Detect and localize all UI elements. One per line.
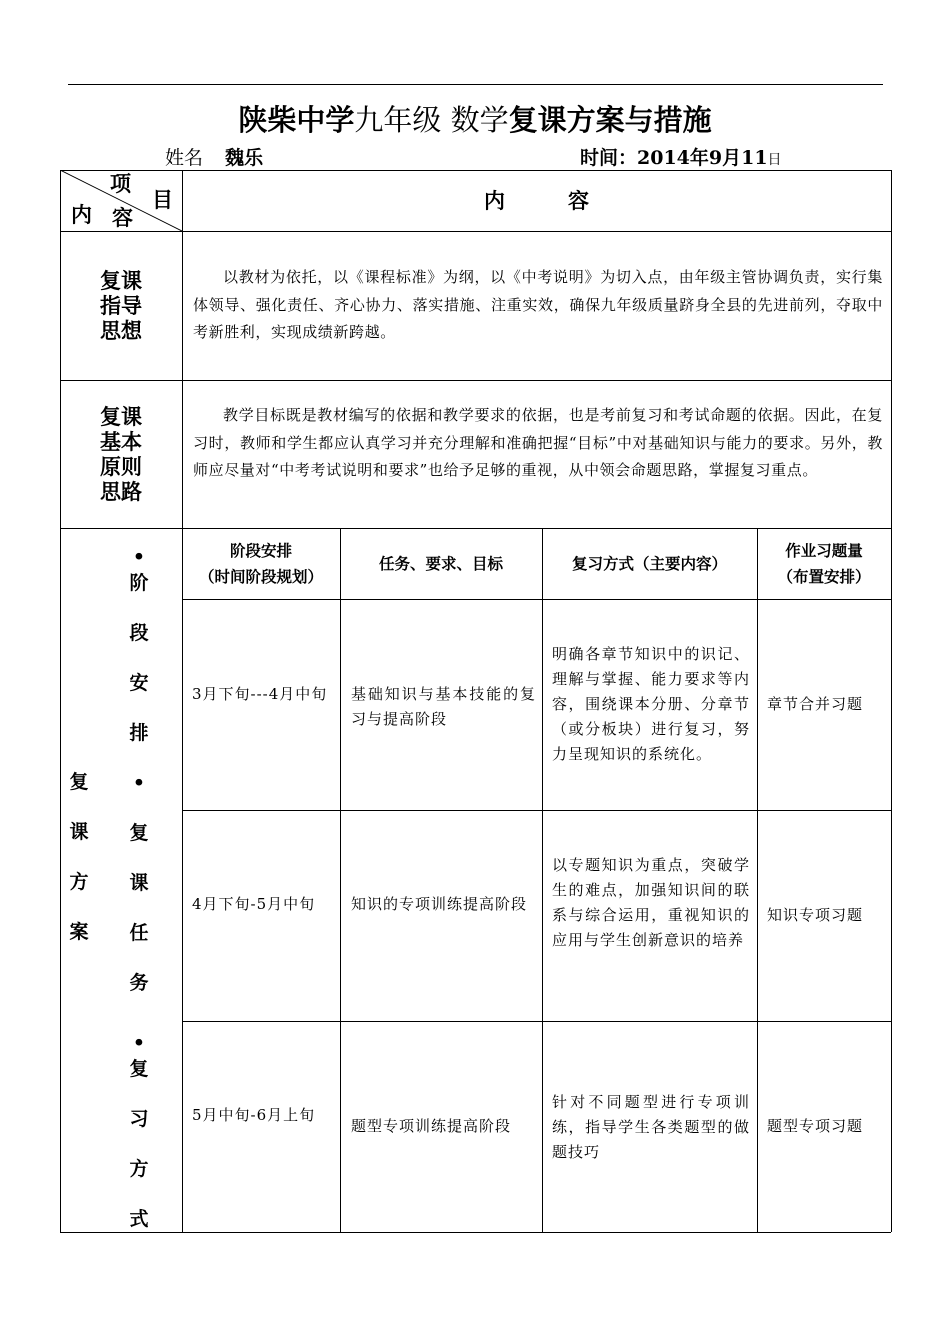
- row-homework: 题型专项习题: [767, 1117, 864, 1135]
- row-task: 题型专项训练提高阶段: [351, 1117, 512, 1135]
- plan-sub-char: 课: [129, 872, 149, 894]
- row-period: 4月下旬-5月中旬: [192, 895, 316, 913]
- guiding-idea-heading: [60, 268, 182, 343]
- heading-line: 基本: [100, 429, 142, 454]
- column-header-line: （布置安排）: [777, 567, 871, 586]
- plan-sub-char: •: [132, 772, 146, 794]
- column-divider: [182, 170, 183, 1232]
- date-suffix: 日: [767, 152, 782, 168]
- row-homework: 知识专项习题: [767, 906, 864, 924]
- column-header-line: 任务、要求、目标: [378, 554, 503, 573]
- principles-heading: [60, 404, 182, 504]
- guiding-idea-text: 以教材为依托，以《课程标准》为纲，以《中考说明》为切入点，由年级主管协调负责，实行集体领导、强化责任、齐心协力、落实措施、注重实效，确保九年级质量跻身全县的先进前列，夺取中考新胜利，实现成绩新跨越。: [193, 268, 883, 341]
- column-header-line: 复习方式（主要内容）: [571, 554, 727, 573]
- heading-line: 复课: [100, 268, 142, 293]
- row-task: 知识的专项训练提高阶段: [351, 895, 528, 913]
- row-task: 基础知识与基本技能的复习与提高阶段: [351, 685, 536, 728]
- row-divider: [182, 1021, 891, 1022]
- heading-line: 指导: [100, 293, 142, 318]
- plan-sub-char: 任: [129, 922, 149, 944]
- author-line: [165, 144, 263, 172]
- plan-sub-char: 安: [129, 672, 149, 694]
- corner-label-bottom: 容: [112, 205, 133, 230]
- date-value: 时间：2014年9月11: [580, 147, 768, 169]
- row-divider: [60, 528, 891, 529]
- corner-label-top: 项: [110, 171, 131, 196]
- row-method: 针对不同题型进行专项训练，指导学生各类题型的做题技巧: [552, 1093, 750, 1161]
- plan-sub-char: 式: [129, 1208, 149, 1230]
- column-header-period: [182, 538, 340, 590]
- title-school: 陕柴中学: [238, 103, 355, 137]
- plan-sub-label: [124, 545, 154, 1257]
- table-border-bottom: [60, 1232, 891, 1233]
- column-divider: [542, 528, 543, 1232]
- page-title: [0, 100, 950, 140]
- row-period: 3月下旬---4月中旬: [192, 685, 328, 703]
- row-divider: [182, 599, 891, 600]
- plan-sub-char: 阶: [129, 572, 149, 594]
- heading-line: 思路: [100, 479, 142, 504]
- name-value: 魏乐: [225, 147, 264, 169]
- row-method: 以专题知识为重点，突破学生的难点，加强知识间的联系与综合运用，重视知识的应用与学生创新意识的培养: [552, 856, 750, 949]
- plan-label-char: 课: [69, 821, 89, 843]
- plan-sub-char: •: [132, 546, 146, 568]
- title-plan: 复课方案与措施: [508, 103, 712, 137]
- plan-sub-char: 方: [129, 1158, 149, 1180]
- plan-sub-char: 排: [129, 722, 149, 744]
- column-divider: [757, 528, 758, 1232]
- row-divider: [182, 810, 891, 811]
- plan-sub-char: 段: [129, 622, 149, 644]
- corner-label-mid: 目: [152, 187, 173, 212]
- corner-label-left: 内: [71, 202, 92, 227]
- row-method: 明确各章节知识中的识记、理解与掌握、能力要求等内容，围绕课本分册、分章节（或分板块）进行复习，努力呈现知识的系统化。: [552, 645, 750, 763]
- heading-line: 思想: [100, 318, 142, 343]
- plan-label: [64, 770, 94, 970]
- heading-line: 原则: [100, 454, 142, 479]
- plan-label-char: 案: [69, 921, 89, 943]
- plan-sub-char: 复: [129, 1058, 149, 1080]
- column-header-homework: [757, 538, 891, 590]
- column-header-task: [340, 551, 542, 577]
- title-grade: 九年级 数学: [354, 103, 509, 137]
- row-homework: 章节合并习题: [767, 695, 864, 713]
- content-header: 内 容: [484, 188, 589, 213]
- header-rule: [68, 84, 883, 85]
- plan-sub-char: 务: [129, 972, 149, 994]
- name-label: 姓名: [165, 147, 204, 169]
- column-header-line: 阶段安排: [229, 541, 292, 560]
- table-border-top: [60, 170, 891, 171]
- row-divider: [60, 380, 891, 381]
- plan-sub-char: •: [132, 1032, 146, 1054]
- plan-sub-char: 习: [129, 1108, 149, 1130]
- principles-text: 教学目标既是教材编写的依据和教学要求的依据，也是考前复习和考试命题的依据。因此，在复习时，教师和学生都应认真学习并充分理解和准确把握“目标”中对基础知识与能力的要求。另外，教师应尽量对“中考考试说明和要求”也给予足够的重视，从中领会命题思路，掌握复习重点。: [193, 406, 883, 479]
- plan-label-char: 复: [69, 771, 89, 793]
- column-header-method: [542, 551, 757, 577]
- column-divider: [340, 528, 341, 1232]
- row-divider: [60, 231, 891, 232]
- plan-label-char: 方: [69, 871, 89, 893]
- row-period: 5月中旬-6月上旬: [192, 1106, 316, 1124]
- plan-sub-char: 复: [129, 822, 149, 844]
- heading-line: 复课: [100, 404, 142, 429]
- table-border-right: [891, 170, 892, 1232]
- column-header-line: 作业习题量: [785, 541, 863, 560]
- column-header-line: （时间阶段规划）: [198, 567, 323, 586]
